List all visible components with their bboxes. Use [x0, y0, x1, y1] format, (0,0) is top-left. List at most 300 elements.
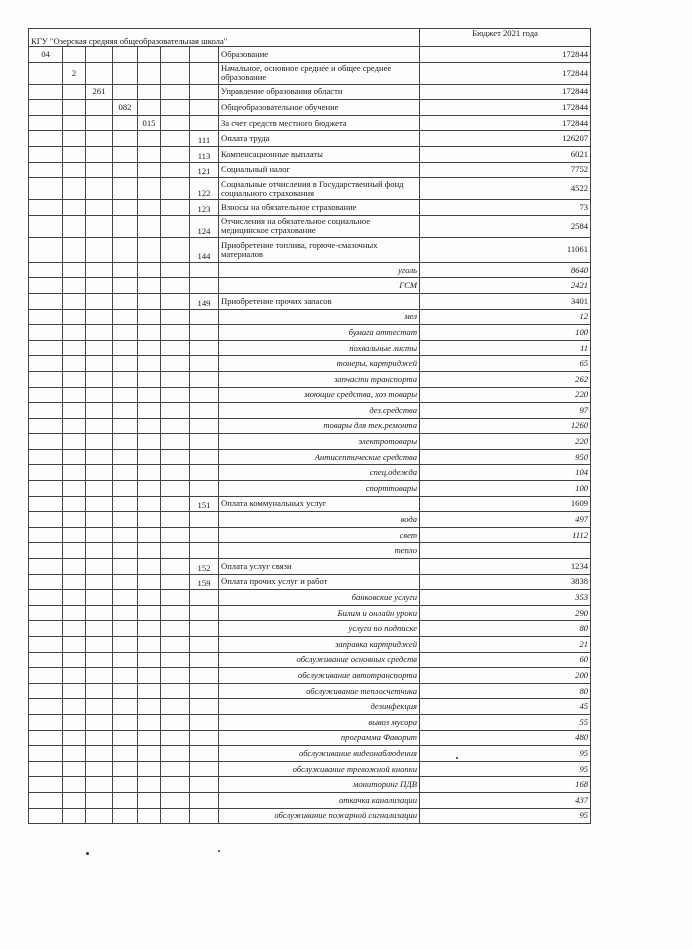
specifics-code: 113 — [190, 146, 219, 162]
empty-cell — [190, 418, 219, 434]
amount-cell: 172844 — [420, 115, 591, 131]
empty-cell — [29, 527, 63, 543]
empty-cell — [190, 47, 219, 63]
amount-cell: 97 — [420, 403, 591, 419]
empty-cell — [161, 325, 190, 341]
sub-item-name: дез.средства — [219, 403, 420, 419]
amount-cell: 100 — [420, 325, 591, 341]
empty-cell — [161, 574, 190, 590]
empty-cell — [161, 62, 190, 84]
empty-cell — [86, 699, 113, 715]
empty-cell — [86, 387, 113, 403]
empty-cell — [161, 590, 190, 606]
empty-cell — [113, 668, 138, 684]
table-row — [29, 115, 591, 131]
empty-cell — [63, 574, 86, 590]
empty-cell — [190, 699, 219, 715]
amount-cell: 11 — [420, 340, 591, 356]
classification-code: 2 — [63, 62, 86, 84]
empty-cell — [63, 605, 86, 621]
empty-cell — [161, 683, 190, 699]
table-row — [29, 481, 591, 497]
empty-cell — [63, 590, 86, 606]
item-name: За счет средств местного бюджета — [219, 115, 420, 131]
empty-cell — [161, 465, 190, 481]
empty-cell — [138, 293, 161, 309]
specifics-code: 152 — [190, 559, 219, 575]
empty-cell — [63, 808, 86, 824]
empty-cell — [86, 543, 113, 559]
empty-cell — [113, 146, 138, 162]
empty-cell — [29, 496, 63, 512]
empty-cell — [161, 340, 190, 356]
empty-cell — [161, 309, 190, 325]
empty-cell — [29, 278, 63, 294]
empty-cell — [190, 62, 219, 84]
empty-cell — [63, 465, 86, 481]
empty-cell — [29, 761, 63, 777]
empty-cell — [29, 162, 63, 178]
empty-cell — [29, 543, 63, 559]
item-name: Общеобразовательное обучение — [219, 100, 420, 116]
empty-cell — [29, 574, 63, 590]
empty-cell — [86, 527, 113, 543]
empty-cell — [63, 215, 86, 237]
amount-cell: 2421 — [420, 278, 591, 294]
empty-cell — [138, 605, 161, 621]
amount-cell: 65 — [420, 356, 591, 372]
sub-item-name: Билим и онлайн уроки — [219, 605, 420, 621]
empty-cell — [63, 496, 86, 512]
empty-cell — [63, 683, 86, 699]
item-name: Социальные отчисления в Государственный фонд социального страхования — [219, 178, 420, 200]
empty-cell — [86, 162, 113, 178]
empty-cell — [113, 512, 138, 528]
empty-cell — [86, 293, 113, 309]
amount-cell: 200 — [420, 668, 591, 684]
amount-cell: 8640 — [420, 262, 591, 278]
empty-cell — [190, 465, 219, 481]
empty-cell — [29, 434, 63, 450]
budget-year-header: Бюджет 2021 года — [420, 29, 591, 47]
empty-cell — [63, 387, 86, 403]
table-row — [29, 527, 591, 543]
table-row — [29, 309, 591, 325]
table-header-row — [29, 29, 591, 47]
specifics-code: 121 — [190, 162, 219, 178]
sub-item-name: вода — [219, 512, 420, 528]
table-row — [29, 543, 591, 559]
empty-cell — [63, 746, 86, 762]
empty-cell — [138, 418, 161, 434]
empty-cell — [161, 434, 190, 450]
empty-cell — [161, 668, 190, 684]
amount-cell: 172844 — [420, 84, 591, 100]
empty-cell — [161, 237, 190, 262]
empty-cell — [138, 512, 161, 528]
empty-cell — [190, 605, 219, 621]
empty-cell — [29, 605, 63, 621]
empty-cell — [113, 47, 138, 63]
table-row — [29, 621, 591, 637]
empty-cell — [63, 278, 86, 294]
amount-cell: 1112 — [420, 527, 591, 543]
table-row — [29, 699, 591, 715]
item-name: Взносы на обязательное страхование — [219, 200, 420, 216]
empty-cell — [138, 574, 161, 590]
table-row — [29, 777, 591, 793]
empty-cell — [86, 100, 113, 116]
empty-cell — [190, 340, 219, 356]
empty-cell — [29, 309, 63, 325]
empty-cell — [86, 131, 113, 147]
empty-cell — [138, 652, 161, 668]
empty-cell — [161, 146, 190, 162]
empty-cell — [113, 605, 138, 621]
empty-cell — [29, 714, 63, 730]
empty-cell — [86, 574, 113, 590]
empty-cell — [29, 699, 63, 715]
empty-cell — [138, 325, 161, 341]
empty-cell — [161, 481, 190, 497]
empty-cell — [190, 761, 219, 777]
empty-cell — [161, 178, 190, 200]
empty-cell — [86, 237, 113, 262]
table-row — [29, 761, 591, 777]
sub-item-name: дезинфекция — [219, 699, 420, 715]
amount-cell: 1609 — [420, 496, 591, 512]
sub-item-name: Антисептические средства — [219, 449, 420, 465]
sub-item-name: обслуживание пожарной сигнализации — [219, 808, 420, 824]
budget-table — [28, 28, 591, 824]
empty-cell — [113, 543, 138, 559]
empty-cell — [29, 293, 63, 309]
empty-cell — [29, 559, 63, 575]
empty-cell — [190, 262, 219, 278]
specifics-code: 122 — [190, 178, 219, 200]
empty-cell — [113, 403, 138, 419]
empty-cell — [113, 340, 138, 356]
sub-item-name: услуги по подписке — [219, 621, 420, 637]
empty-cell — [113, 481, 138, 497]
empty-cell — [161, 403, 190, 419]
empty-cell — [63, 325, 86, 341]
empty-cell — [63, 668, 86, 684]
empty-cell — [161, 543, 190, 559]
empty-cell — [86, 278, 113, 294]
sub-item-name: вывоз мусора — [219, 714, 420, 730]
sub-item-name: программа Фаворит — [219, 730, 420, 746]
empty-cell — [138, 340, 161, 356]
sub-item-name: откачка канализации — [219, 792, 420, 808]
empty-cell — [29, 100, 63, 116]
specifics-code: 149 — [190, 293, 219, 309]
empty-cell — [63, 481, 86, 497]
table-row — [29, 215, 591, 237]
empty-cell — [113, 62, 138, 84]
sub-item-name: ГСМ — [219, 278, 420, 294]
empty-cell — [161, 162, 190, 178]
empty-cell — [29, 746, 63, 762]
empty-cell — [29, 215, 63, 237]
empty-cell — [190, 115, 219, 131]
empty-cell — [63, 84, 86, 100]
table-row — [29, 356, 591, 372]
empty-cell — [138, 496, 161, 512]
amount-cell: 353 — [420, 590, 591, 606]
empty-cell — [86, 668, 113, 684]
empty-cell — [138, 621, 161, 637]
empty-cell — [138, 178, 161, 200]
empty-cell — [113, 162, 138, 178]
empty-cell — [63, 100, 86, 116]
empty-cell — [138, 162, 161, 178]
empty-cell — [138, 403, 161, 419]
empty-cell — [29, 730, 63, 746]
amount-cell: 60 — [420, 652, 591, 668]
empty-cell — [29, 403, 63, 419]
table-row — [29, 262, 591, 278]
empty-cell — [190, 746, 219, 762]
amount-cell: 220 — [420, 387, 591, 403]
empty-cell — [138, 590, 161, 606]
empty-cell — [138, 481, 161, 497]
empty-cell — [63, 200, 86, 216]
empty-cell — [161, 808, 190, 824]
amount-cell: 290 — [420, 605, 591, 621]
empty-cell — [113, 178, 138, 200]
amount-cell: 73 — [420, 200, 591, 216]
empty-cell — [86, 403, 113, 419]
specifics-code: 124 — [190, 215, 219, 237]
amount-cell: 95 — [420, 746, 591, 762]
empty-cell — [29, 178, 63, 200]
empty-cell — [29, 371, 63, 387]
empty-cell — [86, 683, 113, 699]
empty-cell — [86, 434, 113, 450]
empty-cell — [161, 652, 190, 668]
empty-cell — [113, 215, 138, 237]
empty-cell — [63, 178, 86, 200]
empty-cell — [138, 714, 161, 730]
empty-cell — [29, 465, 63, 481]
empty-cell — [63, 47, 86, 63]
empty-cell — [29, 652, 63, 668]
empty-cell — [113, 418, 138, 434]
empty-cell — [138, 371, 161, 387]
empty-cell — [86, 559, 113, 575]
specifics-code: 111 — [190, 131, 219, 147]
classification-code: 015 — [138, 115, 161, 131]
table-row — [29, 293, 591, 309]
empty-cell — [138, 387, 161, 403]
sub-item-name: спорттовары — [219, 481, 420, 497]
empty-cell — [138, 668, 161, 684]
empty-cell — [161, 512, 190, 528]
amount-cell: 3401 — [420, 293, 591, 309]
empty-cell — [29, 683, 63, 699]
empty-cell — [113, 262, 138, 278]
empty-cell — [63, 730, 86, 746]
table-row — [29, 325, 591, 341]
item-name: Оплата труда — [219, 131, 420, 147]
empty-cell — [113, 808, 138, 824]
empty-cell — [138, 62, 161, 84]
table-row — [29, 131, 591, 147]
amount-cell: 126207 — [420, 131, 591, 147]
empty-cell — [190, 449, 219, 465]
table-row — [29, 792, 591, 808]
amount-cell: 172844 — [420, 47, 591, 63]
table-row — [29, 512, 591, 528]
table-row — [29, 434, 591, 450]
sub-item-name: электротовары — [219, 434, 420, 450]
amount-cell: 480 — [420, 730, 591, 746]
empty-cell — [29, 237, 63, 262]
amount-cell: 168 — [420, 777, 591, 793]
empty-cell — [113, 574, 138, 590]
empty-cell — [113, 496, 138, 512]
empty-cell — [63, 792, 86, 808]
table-row — [29, 683, 591, 699]
empty-cell — [138, 278, 161, 294]
empty-cell — [138, 746, 161, 762]
empty-cell — [86, 62, 113, 84]
empty-cell — [190, 714, 219, 730]
empty-cell — [86, 730, 113, 746]
table-row — [29, 605, 591, 621]
amount-cell — [420, 543, 591, 559]
empty-cell — [161, 637, 190, 653]
empty-cell — [29, 637, 63, 653]
empty-cell — [86, 792, 113, 808]
amount-cell: 172844 — [420, 100, 591, 116]
item-name: Образование — [219, 47, 420, 63]
empty-cell — [190, 590, 219, 606]
empty-cell — [86, 512, 113, 528]
empty-cell — [161, 262, 190, 278]
item-name: Отчисления на обязательное социальное медицинское страхование — [219, 215, 420, 237]
empty-cell — [63, 162, 86, 178]
empty-cell — [190, 371, 219, 387]
amount-cell: 12 — [420, 309, 591, 325]
table-row — [29, 340, 591, 356]
empty-cell — [113, 131, 138, 147]
empty-cell — [63, 652, 86, 668]
empty-cell — [86, 356, 113, 372]
empty-cell — [29, 777, 63, 793]
empty-cell — [138, 449, 161, 465]
empty-cell — [63, 146, 86, 162]
table-row — [29, 162, 591, 178]
empty-cell — [161, 100, 190, 116]
table-row — [29, 559, 591, 575]
empty-cell — [63, 131, 86, 147]
item-name: Приобретение прочих запасов — [219, 293, 420, 309]
empty-cell — [190, 84, 219, 100]
sub-item-name: мел — [219, 309, 420, 325]
empty-cell — [63, 449, 86, 465]
table-row — [29, 808, 591, 824]
empty-cell — [113, 434, 138, 450]
empty-cell — [63, 777, 86, 793]
empty-cell — [161, 293, 190, 309]
empty-cell — [190, 434, 219, 450]
empty-cell — [161, 746, 190, 762]
empty-cell — [113, 325, 138, 341]
specifics-code: 123 — [190, 200, 219, 216]
empty-cell — [113, 559, 138, 575]
empty-cell — [113, 792, 138, 808]
sub-item-name: обслуживание тревожной кнопки — [219, 761, 420, 777]
empty-cell — [113, 761, 138, 777]
empty-cell — [86, 590, 113, 606]
empty-cell — [63, 621, 86, 637]
table-row — [29, 590, 591, 606]
empty-cell — [138, 761, 161, 777]
sub-item-name: обслуживание автотранспорта — [219, 668, 420, 684]
empty-cell — [86, 777, 113, 793]
empty-cell — [29, 356, 63, 372]
item-name: Компенсационные выплаты — [219, 146, 420, 162]
empty-cell — [138, 237, 161, 262]
empty-cell — [190, 621, 219, 637]
empty-cell — [138, 730, 161, 746]
sub-item-name: банковские услуги — [219, 590, 420, 606]
empty-cell — [113, 309, 138, 325]
empty-cell — [113, 356, 138, 372]
empty-cell — [86, 637, 113, 653]
table-row — [29, 47, 591, 63]
empty-cell — [113, 278, 138, 294]
empty-cell — [63, 637, 86, 653]
scan-speck — [218, 850, 220, 852]
empty-cell — [29, 808, 63, 824]
empty-cell — [161, 449, 190, 465]
empty-cell — [138, 683, 161, 699]
empty-cell — [190, 637, 219, 653]
empty-cell — [138, 699, 161, 715]
empty-cell — [63, 559, 86, 575]
empty-cell — [63, 512, 86, 528]
specifics-code: 144 — [190, 237, 219, 262]
empty-cell — [86, 449, 113, 465]
empty-cell — [86, 178, 113, 200]
empty-cell — [86, 47, 113, 63]
table-row — [29, 652, 591, 668]
item-name: Оплата прочих услуг и работ — [219, 574, 420, 590]
empty-cell — [113, 714, 138, 730]
empty-cell — [113, 200, 138, 216]
empty-cell — [113, 115, 138, 131]
empty-cell — [29, 449, 63, 465]
empty-cell — [190, 808, 219, 824]
empty-cell — [138, 777, 161, 793]
table-row — [29, 387, 591, 403]
specifics-code: 159 — [190, 574, 219, 590]
table-row — [29, 146, 591, 162]
empty-cell — [29, 62, 63, 84]
table-row — [29, 746, 591, 762]
empty-cell — [113, 449, 138, 465]
amount-cell: 4522 — [420, 178, 591, 200]
classification-code: 04 — [29, 47, 63, 63]
empty-cell — [138, 543, 161, 559]
empty-cell — [138, 808, 161, 824]
table-row — [29, 100, 591, 116]
empty-cell — [29, 146, 63, 162]
empty-cell — [161, 84, 190, 100]
